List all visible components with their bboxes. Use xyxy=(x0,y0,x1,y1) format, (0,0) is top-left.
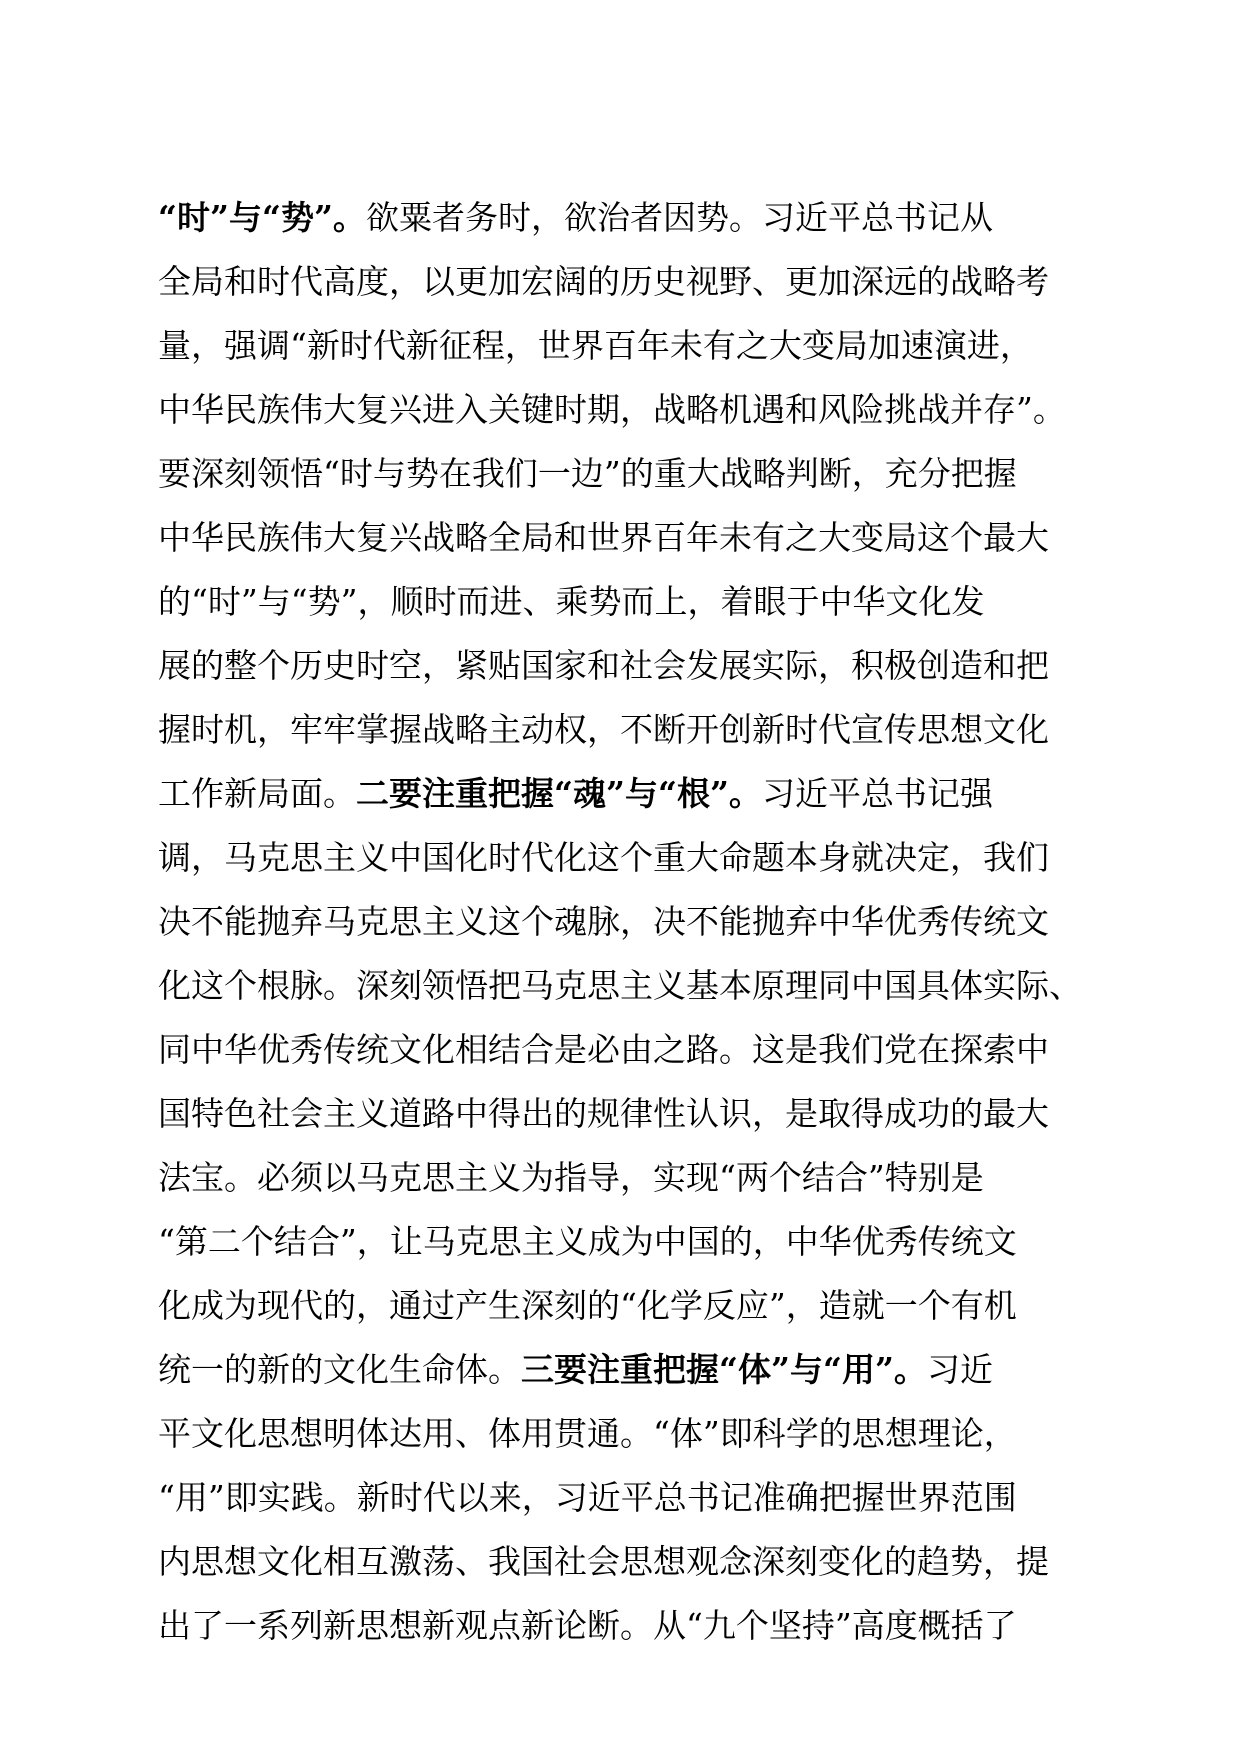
text-line xyxy=(158,1146,1068,1210)
text-line xyxy=(158,570,1068,634)
body-text-segment: 习近 xyxy=(926,1350,993,1389)
body-text-segment: 内思想文化相互激荡、我国社会思想观念深刻变化的趋势，提 xyxy=(158,1542,1049,1581)
text-line xyxy=(158,1594,1068,1658)
text-line xyxy=(158,762,1068,826)
text-line xyxy=(158,186,1068,250)
body-text-segment: 化这个根脉。深刻领悟把马克思主义基本原理同中国具体实际、 xyxy=(158,966,1082,1005)
body-text-segment: 欲粟者务时，欲治者因势。习近平总书记从 xyxy=(365,198,993,237)
body-text-segment: 全局和时代高度，以更加宏阔的历史视野、更加深远的战略考 xyxy=(158,262,1049,301)
text-line xyxy=(158,890,1068,954)
body-text-segment: 法宝。必须以马克思主义为指导，实现“两个结合”特别是 xyxy=(158,1158,984,1197)
bold-heading-text: 三要注重把握“体”与“用”。 xyxy=(521,1350,927,1389)
text-line xyxy=(158,314,1068,378)
body-text-segment: “用”即实践。新时代以来，习近平总书记准确把握世界范围 xyxy=(158,1478,1017,1517)
text-line xyxy=(158,1018,1068,1082)
body-text xyxy=(158,186,1082,1658)
body-text-segment: 要深刻领悟“时与势在我们一边”的重大战略判断，充分把握 xyxy=(158,454,1017,493)
body-text-segment: 国特色社会主义道路中得出的规律性认识，是取得成功的最大 xyxy=(158,1094,1049,1133)
body-text-segment: 调，马克思主义中国化时代化这个重大命题本身就决定，我们 xyxy=(158,838,1049,877)
text-line xyxy=(158,826,1068,890)
text-line xyxy=(158,1338,1068,1402)
text-line xyxy=(158,698,1068,762)
body-text-segment: “第二个结合”，让马克思主义成为中国的，中华优秀传统文 xyxy=(158,1222,1017,1261)
text-line xyxy=(158,1402,1068,1466)
body-text-segment: 握时机，牢牢掌握战略主动权，不断开创新时代宣传思想文化 xyxy=(158,710,1049,749)
bold-heading-text: “时”与“势”。 xyxy=(158,198,366,237)
text-line xyxy=(158,1210,1068,1274)
text-line xyxy=(158,1082,1068,1146)
body-text-segment: 平文化思想明体达用、体用贯通。“体”即科学的思想理论， xyxy=(158,1414,1017,1453)
body-text-segment: 中华民族伟大复兴战略全局和世界百年未有之大变局这个最大 xyxy=(158,518,1049,557)
body-text-segment: 统一的新的文化生命体。 xyxy=(158,1350,521,1389)
body-text-segment: 工作新局面。 xyxy=(158,774,356,813)
text-line xyxy=(158,442,1068,506)
body-text-segment: 展的整个历史时空，紧贴国家和社会发展实际，积极创造和把 xyxy=(158,646,1049,685)
body-text-segment: 决不能抛弃马克思主义这个魂脉，决不能抛弃中华优秀传统文 xyxy=(158,902,1049,941)
bold-heading-text: 二要注重把握“魂”与“根”。 xyxy=(356,774,762,813)
body-text-segment: 中华民族伟大复兴进入关键时期，战略机遇和风险挑战并存”。 xyxy=(158,390,1066,429)
text-line xyxy=(158,506,1068,570)
body-text-segment: 量，强调“新时代新征程，世界百年未有之大变局加速演进， xyxy=(158,326,1033,365)
text-line xyxy=(158,954,1082,1018)
body-text-segment: 同中华优秀传统文化相结合是必由之路。这是我们党在探索中 xyxy=(158,1030,1049,1069)
body-text-segment: 的“时”与“势”，顺时而进、乘势而上，着眼于中华文化发 xyxy=(158,582,985,621)
text-line xyxy=(158,1466,1068,1530)
body-text-segment: 习近平总书记强 xyxy=(761,774,993,813)
body-text-segment: 出了一系列新思想新观点新论断。从“九个坚持”高度概括了 xyxy=(158,1606,1017,1645)
text-line xyxy=(158,250,1068,314)
text-line xyxy=(158,1274,1068,1338)
text-line xyxy=(158,1530,1068,1594)
text-line xyxy=(158,634,1068,698)
body-text-segment: 化成为现代的，通过产生深刻的“化学反应”，造就一个有机 xyxy=(158,1286,1017,1325)
text-line xyxy=(158,378,1068,442)
